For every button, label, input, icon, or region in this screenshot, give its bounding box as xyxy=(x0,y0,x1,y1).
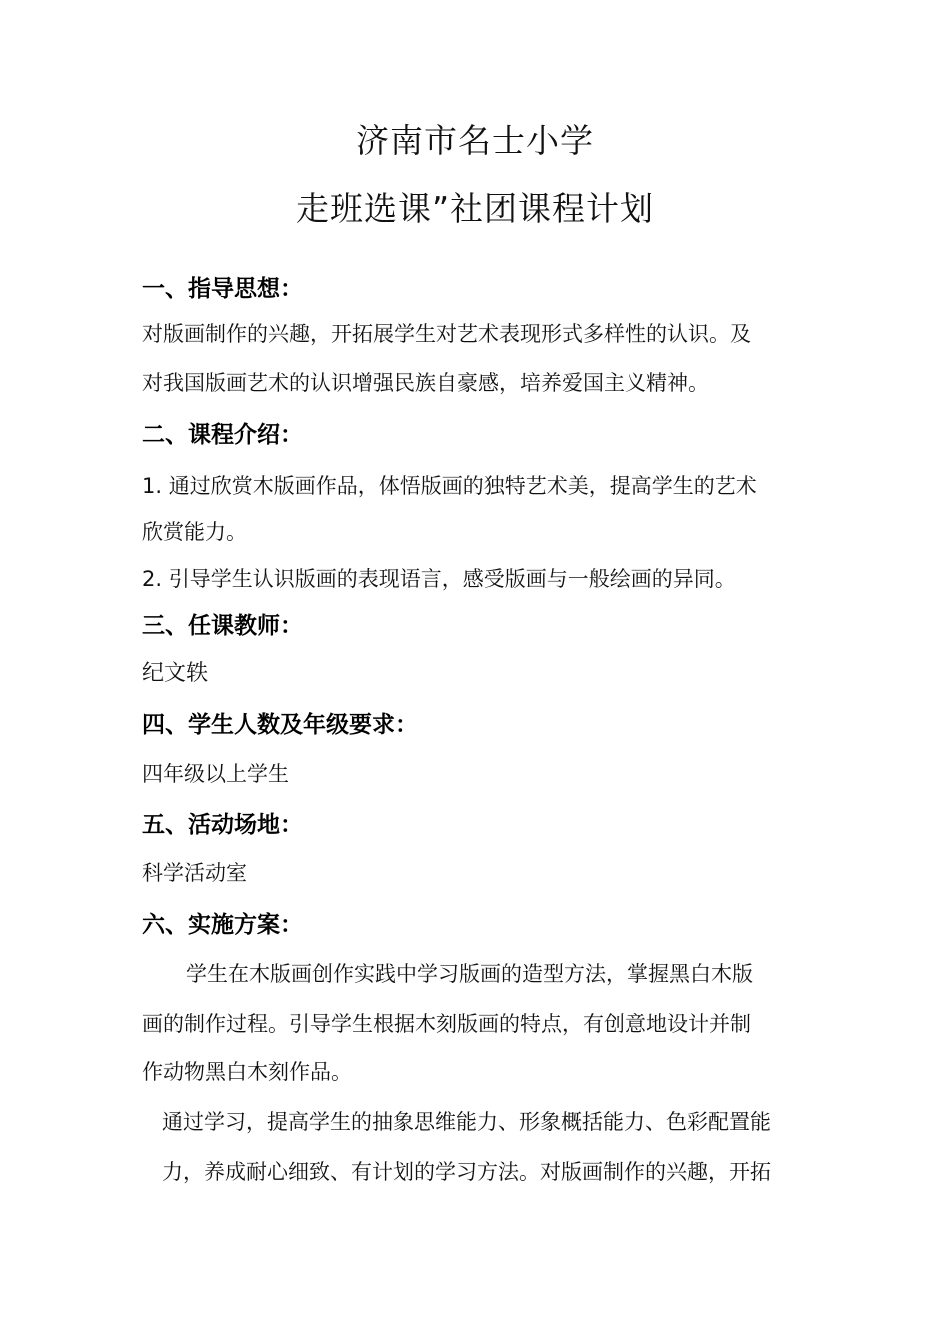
course-intro-item-1-line-2: 欣赏能力。 xyxy=(142,520,247,544)
section-heading-guiding-ideas: 一、指导思想： xyxy=(142,276,303,302)
guiding-ideas-line-2: 对我国版画艺术的认识增强民族自豪感，培养爱国主义精神。 xyxy=(142,371,709,395)
section-heading-teacher: 三、任课教师： xyxy=(142,613,303,639)
implementation-para1-line-1: 学生在木版画创作实践中学习版画的造型方法，掌握黑白木版 xyxy=(186,962,753,986)
implementation-para2-line-1: 通过学习，提高学生的抽象思维能力、形象概括能力、色彩配置能 xyxy=(162,1110,771,1134)
implementation-para1-line-2: 画的制作过程。引导学生根据木刻版画的特点，有创意地设计并制 xyxy=(142,1012,751,1036)
course-intro-item-1-line-1 xyxy=(142,470,757,500)
section-heading-course-intro: 二、课程介绍： xyxy=(142,422,303,448)
school-title: 济南市名士小学 xyxy=(356,121,594,160)
course-intro-item-2-text: 引导学生认识版画的表现语言，感受版画与一般绘画的异同。 xyxy=(168,567,736,591)
teacher-name: 纪文轶 xyxy=(142,661,209,686)
course-intro-item-2-number: 2. xyxy=(142,567,163,591)
guiding-ideas-line-1: 对版画制作的兴趣，开拓展学生对艺术表现形式多样性的认识。及 xyxy=(142,322,751,346)
venue-name: 科学活动室 xyxy=(142,861,247,885)
students-requirement: 四年级以上学生 xyxy=(142,762,289,786)
plan-title: 走班选课”社团课程计划 xyxy=(295,189,655,228)
course-intro-item-1-number: 1. xyxy=(142,474,163,498)
section-heading-students: 四、学生人数及年级要求： xyxy=(142,712,418,738)
implementation-para1-line-3: 作动物黑白木刻作品。 xyxy=(142,1060,352,1084)
course-intro-item-1-text: 通过欣赏木版画作品，体悟版画的独特艺术美，提高学生的艺术 xyxy=(168,474,757,498)
implementation-para2-line-2: 力，养成耐心细致、有计划的学习方法。对版画制作的兴趣，开拓 xyxy=(162,1160,771,1184)
section-heading-venue: 五、活动场地： xyxy=(142,812,303,838)
course-intro-item-2 xyxy=(142,563,736,593)
section-heading-implementation: 六、实施方案： xyxy=(142,912,303,938)
